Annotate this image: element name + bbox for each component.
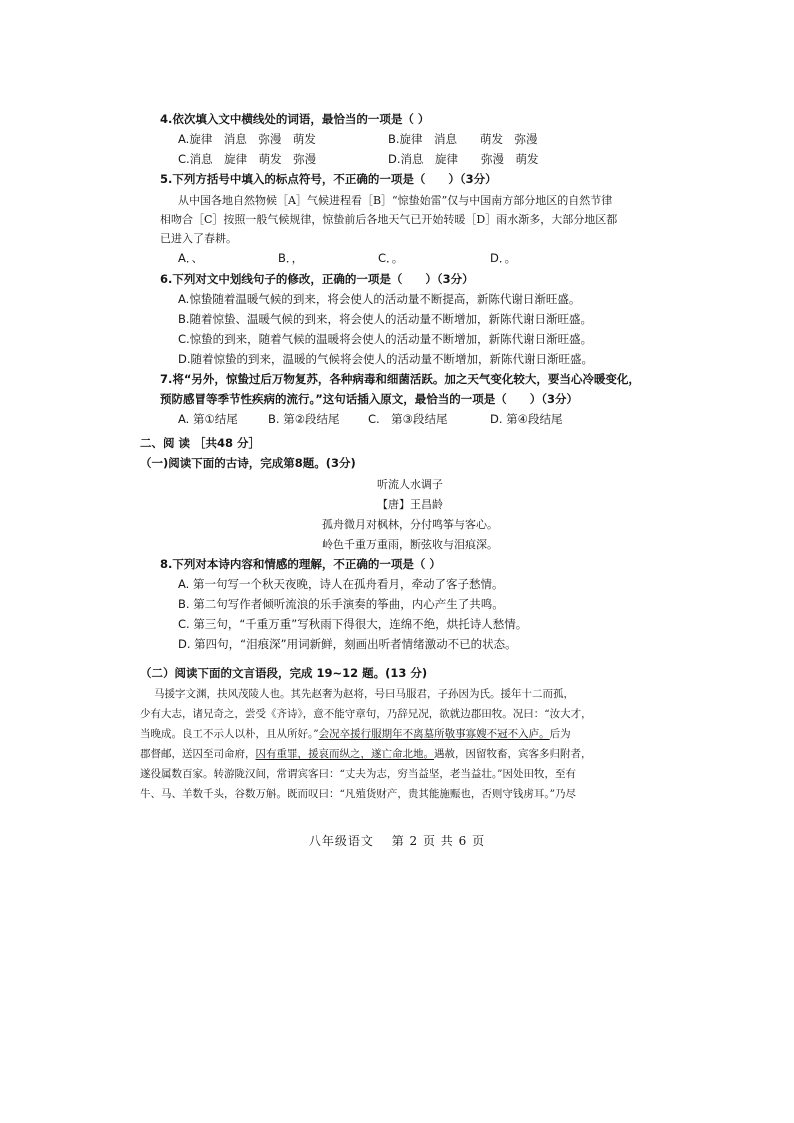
part2-title: （二）阅读下面的文言语段，完成 19~12 题。(13 分): [140, 666, 428, 680]
q4-option-c: C.消息 旋律 萌发 弥漫: [178, 152, 317, 166]
passage-line-4: [140, 749, 592, 760]
q5-stem: 5.下列方括号中填入的标点符号，不正确的一项是（ ）（3分）: [160, 172, 497, 186]
passage-underlined-sentence-1: 会况卒援行服期年不离墓所敬事寡嫂不冠不入庐。: [318, 728, 550, 740]
passage-line-4-head: 郡督邮，送囚至司命府，: [140, 748, 256, 760]
poem-line-1: 孤舟微月对枫林，分付鸣筝与客心。: [322, 518, 498, 531]
q7-stem-line2: 预防感冒等季节性疾病的流行。”这句话插入原文，最恰当的一项是（ ）（3分）: [160, 392, 579, 406]
section2-title: 二、阅 读 ［共48 分］: [140, 436, 261, 450]
page-footer: 八年级语文 第 2 页 共 6 页: [308, 834, 486, 848]
passage-line-3: [140, 729, 571, 740]
q7-option-c: C. 第③段结尾: [368, 412, 448, 426]
q4-option-a: A.旋律 消息 弥漫 萌发: [178, 132, 316, 146]
q8-stem: 8.下列对本诗内容和情感的理解，不正确的一项是（ ）: [160, 557, 441, 571]
q4-stem: 4.依次填入文中横线处的词语，最恰当的一项是（ ）: [160, 112, 430, 126]
passage-line-3-tail: 后为: [549, 728, 571, 740]
q6-option-a: A.惊蛰随着温暖气候的到来，将会使人的活动量不断提高，新陈代谢日渐旺盛。: [178, 292, 581, 306]
passage-line-6: 牛、马、羊数千头，谷数万斛。既而叹曰：“凡殖货财产，贵其能施赈也，否则守钱虏耳。”乃尽: [140, 788, 576, 800]
q8-option-c: C. 第三句，“千重万重”写秋雨下得很大，连绵不绝，烘托诗人愁情。: [178, 617, 528, 631]
q5-passage-line3: 已进入了春耕。: [160, 232, 237, 245]
q5-option-d: D．。: [490, 251, 517, 265]
q7-option-d: D. 第④段结尾: [490, 412, 563, 426]
passage-line-2: 少有大志，诸兄奇之，尝受《齐诗》，意不能守章句，乃辞兄况，欲就边郡田牧。况曰：“汝大才，: [140, 708, 592, 720]
passage-line-3-text: 当晚成。良工不示人以朴，且从所好。”: [140, 728, 319, 740]
q6-option-c: C.惊蛰的到来，随着气候的温暖将会使人的活动量不断增加，新陈代谢日渐旺盛。: [178, 332, 593, 346]
q7-stem-line1: 7.将“另外，惊蛰过后万物复苏，各种病毒和细菌活跃。加之天气变化较大，要当心冷暖变化，: [160, 372, 640, 386]
q8-option-b: B. 第二句写作者倾听流浪的乐手演奏的筝曲，内心产生了共鸣。: [178, 597, 504, 611]
q4-option-b: B.旋律 消息 萌发 弥漫: [388, 132, 538, 146]
q5-passage-line2: 相吻合［C］按照一般气候规律，惊蛰前后各地天气已开始转暖［D］雨水渐多，大部分地区都: [160, 213, 618, 226]
passage-line-1: 马援字文渊，扶风茂陵人也。其先赵奢为赵将，号曰马服君，子孙因为氏。援年十二而孤，: [154, 688, 574, 700]
passage-underlined-sentence-2: 囚有重罪，援哀而纵之，遂亡命北地。: [255, 748, 434, 760]
poem-author: 【唐】王昌龄: [377, 498, 443, 511]
q6-option-d: D.随着惊蛰的到来，温暖的气候将会使人的活动量不断增加，新陈代谢日渐旺盛。: [178, 352, 594, 366]
q4-option-d: D.消息 旋律 弥漫 萌发: [388, 152, 539, 166]
poem-line-2: 岭色千重万重雨，断弦收与泪痕深。: [322, 538, 498, 551]
q7-option-a: A. 第①结尾: [178, 412, 238, 426]
q7-option-b: B. 第②段结尾: [268, 412, 340, 426]
q8-option-d: D. 第四句，“泪痕深”用词新鲜，刻画出听者情绪激动不已的状态。: [178, 637, 517, 651]
q8-option-a: A. 第一句写一个秋天夜晚，诗人在孤舟看月，牵动了客子愁情。: [178, 577, 504, 591]
q6-stem: 6.下列对文中划线句子的修改，正确的一项是（ ）（3分）: [160, 272, 474, 286]
part1-title: （一)阅读下面的古诗，完成第8题。(3分): [140, 456, 356, 470]
q5-passage-line1: 从中国各地自然物候［A］气候进程看［B］“惊蛰始雷”仅与中国南方部分地区的自然节律: [178, 194, 613, 207]
poem-title: 听流人水调子: [377, 478, 443, 491]
q5-option-c: C．。: [378, 251, 404, 265]
passage-line-5: 遂役属数百家。转游陇汉间，常谓宾客曰：“丈夫为志，穷当益坚，老当益壮。”因处田牧，至有: [140, 768, 576, 780]
q5-option-a: A．、: [178, 251, 204, 265]
q5-option-b: B．，: [278, 251, 304, 265]
passage-line-4-tail: 遇赦，因留牧畜，宾客多归附者，: [434, 748, 592, 760]
q6-option-b: B.随着惊蛰、温暖气候的到来，将会使人的活动量不断增加，新陈代谢日渐旺盛。: [178, 312, 593, 326]
